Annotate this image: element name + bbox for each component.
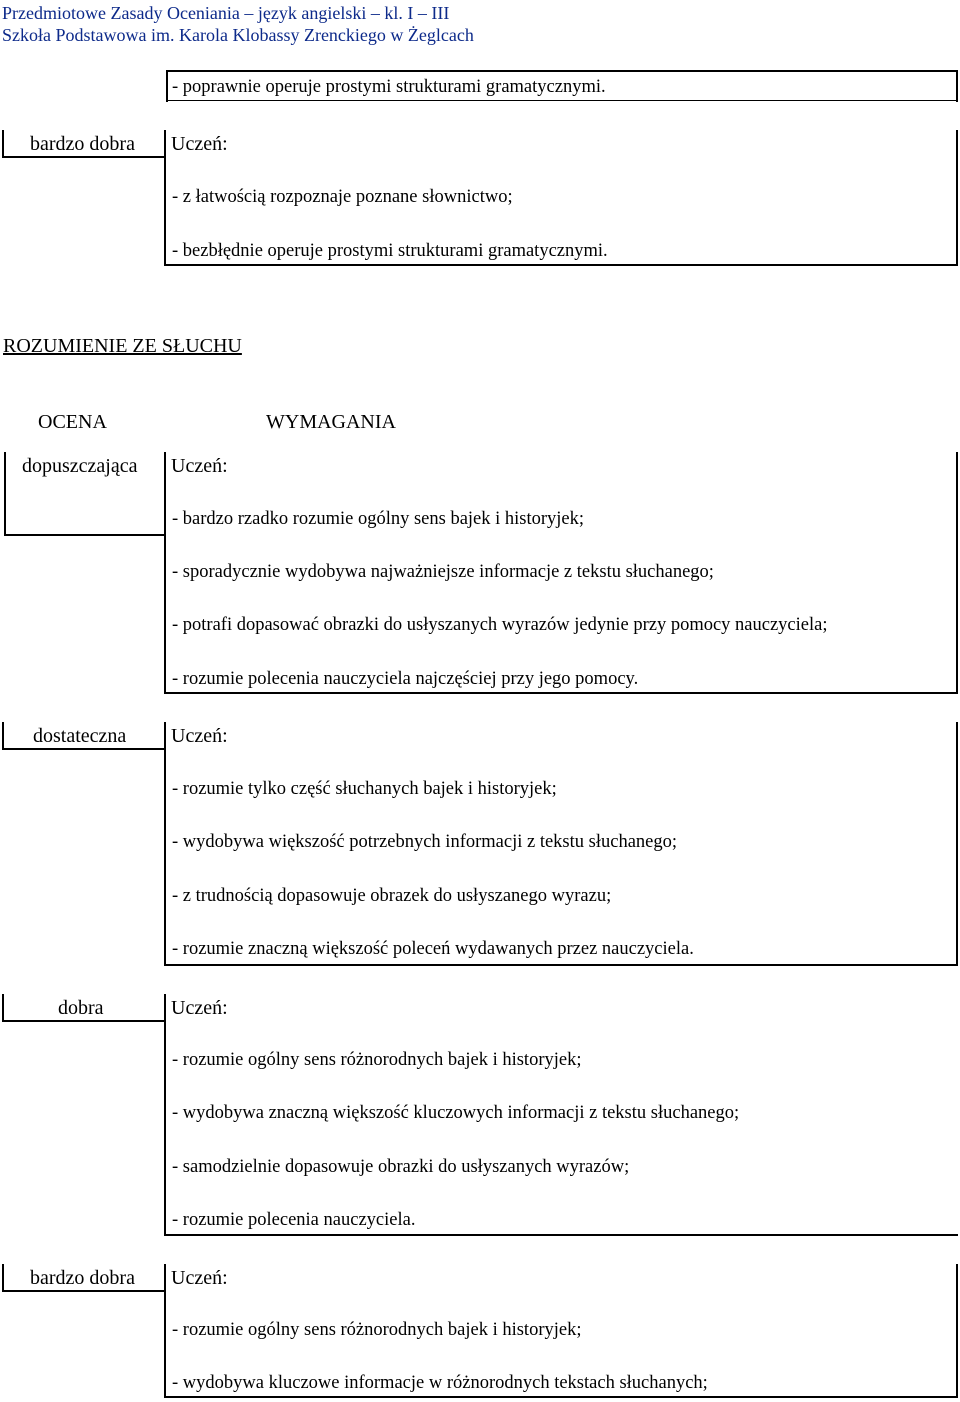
column-heading-requirements: WYMAGANIA	[266, 411, 396, 433]
grade-label: dostateczna	[33, 725, 127, 747]
grade-label: bardzo dobra	[30, 1267, 135, 1289]
requirement-item: - wydobywa kluczowe informacje w różnorodnych tekstach słuchanych;	[172, 1373, 708, 1393]
requirement-item: - wydobywa znaczną większość kluczowych informacji z tekstu słuchanego;	[172, 1103, 740, 1123]
requirement-item: - poprawnie operuje prostymi strukturami gramatycznymi.	[172, 77, 606, 97]
student-lead: Uczeń:	[171, 1267, 228, 1289]
requirement-item: - rozumie znaczną większość poleceń wydawanych przez nauczyciela.	[172, 939, 694, 959]
requirement-item: - rozumie ogólny sens różnorodnych bajek i historyjek;	[172, 1050, 582, 1070]
document-header-line2: Szkoła Podstawowa im. Karola Klobassy Zrenckiego w Żeglcach	[2, 25, 474, 45]
grade-label: dopuszczająca	[22, 455, 138, 477]
student-lead: Uczeń:	[171, 133, 228, 155]
section-title: ROZUMIENIE ZE SŁUCHU	[3, 335, 242, 357]
requirement-item: - bezbłędnie operuje prostymi strukturami gramatycznymi.	[172, 241, 608, 261]
student-lead: Uczeń:	[171, 455, 228, 477]
requirement-item: - rozumie polecenia nauczyciela najczęściej przy jego pomocy.	[172, 669, 639, 689]
column-heading-grade: OCENA	[38, 411, 107, 433]
requirement-item: - sporadycznie wydobywa najważniejsze informacje z tekstu słuchanego;	[172, 562, 714, 582]
requirement-item: - samodzielnie dopasowuje obrazki do usłyszanych wyrazów;	[172, 1157, 630, 1177]
requirement-item: - wydobywa większość potrzebnych informacji z tekstu słuchanego;	[172, 832, 678, 852]
requirement-item: - rozumie polecenia nauczyciela.	[172, 1210, 416, 1230]
requirement-item: - rozumie tylko część słuchanych bajek i historyjek;	[172, 779, 557, 799]
requirement-item: - rozumie ogólny sens różnorodnych bajek i historyjek;	[172, 1320, 582, 1340]
student-lead: Uczeń:	[171, 997, 228, 1019]
requirement-item: - bardzo rzadko rozumie ogólny sens bajek i historyjek;	[172, 509, 585, 529]
requirement-item: - z łatwością rozpoznaje poznane słownictwo;	[172, 187, 513, 207]
requirement-item: - potrafi dopasować obrazki do usłyszanych wyrazów jedynie przy pomocy nauczyciela;	[172, 615, 828, 635]
grade-label: bardzo dobra	[30, 133, 135, 155]
requirement-item: - z trudnością dopasowuje obrazek do usłyszanego wyrazu;	[172, 886, 612, 906]
document-header-line1: Przedmiotowe Zasady Oceniania – język angielski – kl. I – III	[2, 3, 450, 23]
grade-label: dobra	[58, 997, 104, 1019]
student-lead: Uczeń:	[171, 725, 228, 747]
